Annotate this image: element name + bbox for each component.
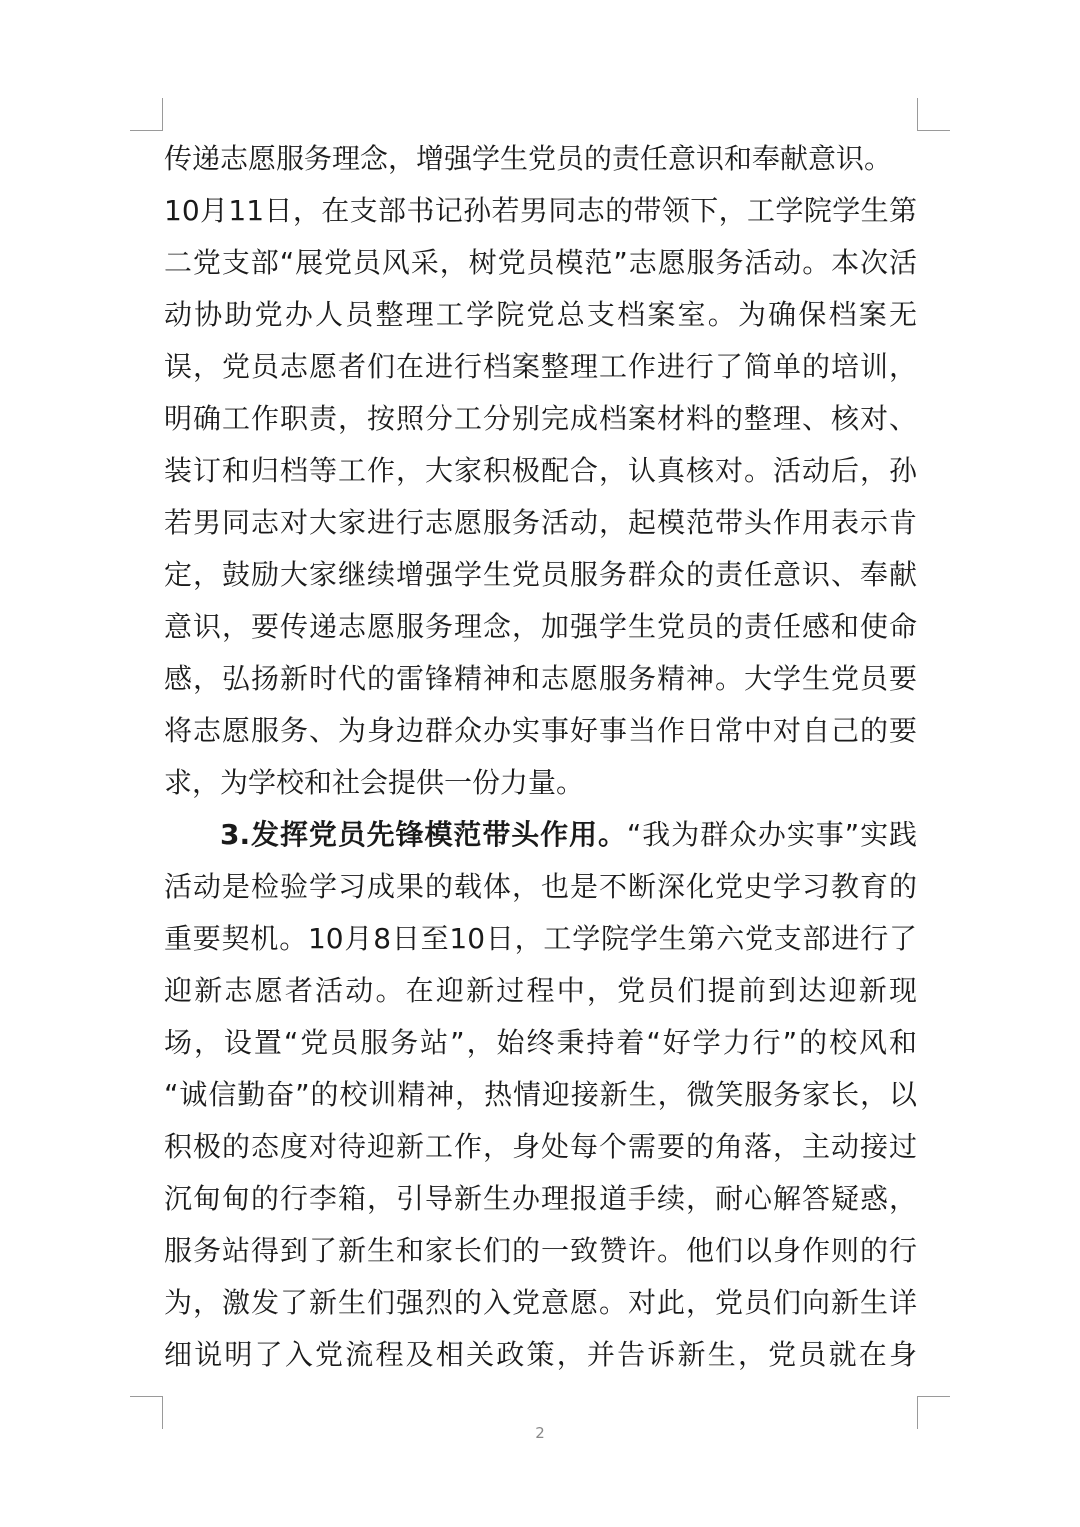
text-line	[164, 341, 917, 393]
text-line	[164, 1225, 917, 1277]
text-line	[164, 1173, 917, 1225]
text-line	[164, 1017, 917, 1069]
text-line	[164, 445, 917, 497]
page-number: 2	[535, 1424, 545, 1442]
top-right-margin-mark	[917, 98, 950, 131]
text-line	[164, 809, 917, 861]
line-text: 活动是检验学习成果的载体，也是不断深化党史学习教育的	[164, 870, 917, 903]
text-line	[164, 185, 917, 237]
line-text: 细说明了入党流程及相关政策，并告诉新生，党员就在身	[164, 1338, 917, 1371]
line-text: 意识，要传递志愿服务理念，加强学生党员的责任感和使命	[164, 610, 917, 643]
text-line	[164, 549, 917, 601]
text-line	[164, 1277, 917, 1329]
text-line	[164, 757, 917, 809]
text-line	[164, 601, 917, 653]
text-line	[164, 1329, 917, 1381]
text-line	[164, 1121, 917, 1173]
line-text: 10月11日，在支部书记孙若男同志的带领下，工学院学生第	[164, 194, 917, 227]
line-text: 将志愿服务、为身边群众办实事好事当作日常中对自己的要	[164, 714, 917, 747]
line-text: 场，设置“党员服务站”，始终秉持着“好学力行”的校风和	[164, 1026, 917, 1059]
line-text: 积极的态度对待迎新工作，身处每个需要的角落，主动接过	[164, 1130, 917, 1163]
text-line	[164, 861, 917, 913]
line-text: 误，党员志愿者们在进行档案整理工作进行了简单的培训，	[164, 350, 917, 383]
top-left-margin-mark	[130, 98, 163, 131]
line-text: 动协助党办人员整理工学院党总支档案室。为确保档案无	[164, 298, 917, 331]
text-line	[164, 133, 917, 185]
text-line	[164, 393, 917, 445]
line-text: 二党支部“展党员风采，树党员模范”志愿服务活动。本次活	[164, 246, 917, 279]
text-line	[164, 237, 917, 289]
line-text: 沉甸甸的行李箱，引导新生办理报道手续，耐心解答疑惑，	[164, 1182, 917, 1215]
text-line	[164, 289, 917, 341]
text-line	[164, 497, 917, 549]
line-text: 若男同志对大家进行志愿服务活动，起模范带头作用表示肯	[164, 506, 917, 539]
line-text: 明确工作职责，按照分工分别完成档案材料的整理、核对、	[164, 402, 917, 435]
body-text	[164, 133, 917, 1381]
line-text: 迎新志愿者活动。在迎新过程中，党员们提前到达迎新现	[164, 974, 917, 1007]
text-line	[164, 653, 917, 705]
line-text: 传递志愿服务理念，增强学生党员的责任意识和奉献意识。	[164, 142, 893, 175]
text-line	[164, 705, 917, 757]
line-text: 重要契机。10月8日至10日，工学院学生第六党支部进行了	[164, 922, 917, 955]
text-line	[164, 1069, 917, 1121]
section-heading: 3.发挥党员先锋模范带头作用。	[220, 818, 627, 851]
line-text: 为，激发了新生们强烈的入党意愿。对此，党员们向新生详	[164, 1286, 917, 1319]
text-line	[164, 913, 917, 965]
line-text: 装订和归档等工作，大家积极配合，认真核对。活动后，孙	[164, 454, 917, 487]
line-text: “我为群众办实事”实践	[626, 818, 917, 851]
line-text: 求，为学校和社会提供一份力量。	[164, 766, 585, 799]
line-text: 感，弘扬新时代的雷锋精神和志愿服务精神。大学生党员要	[164, 662, 917, 695]
text-line	[164, 965, 917, 1017]
line-text: 定，鼓励大家继续增强学生党员服务群众的责任意识、奉献	[164, 558, 917, 591]
line-text: “诚信勤奋”的校训精神，热情迎接新生，微笑服务家长，以	[164, 1078, 917, 1111]
line-text: 服务站得到了新生和家长们的一致赞许。他们以身作则的行	[164, 1234, 917, 1267]
